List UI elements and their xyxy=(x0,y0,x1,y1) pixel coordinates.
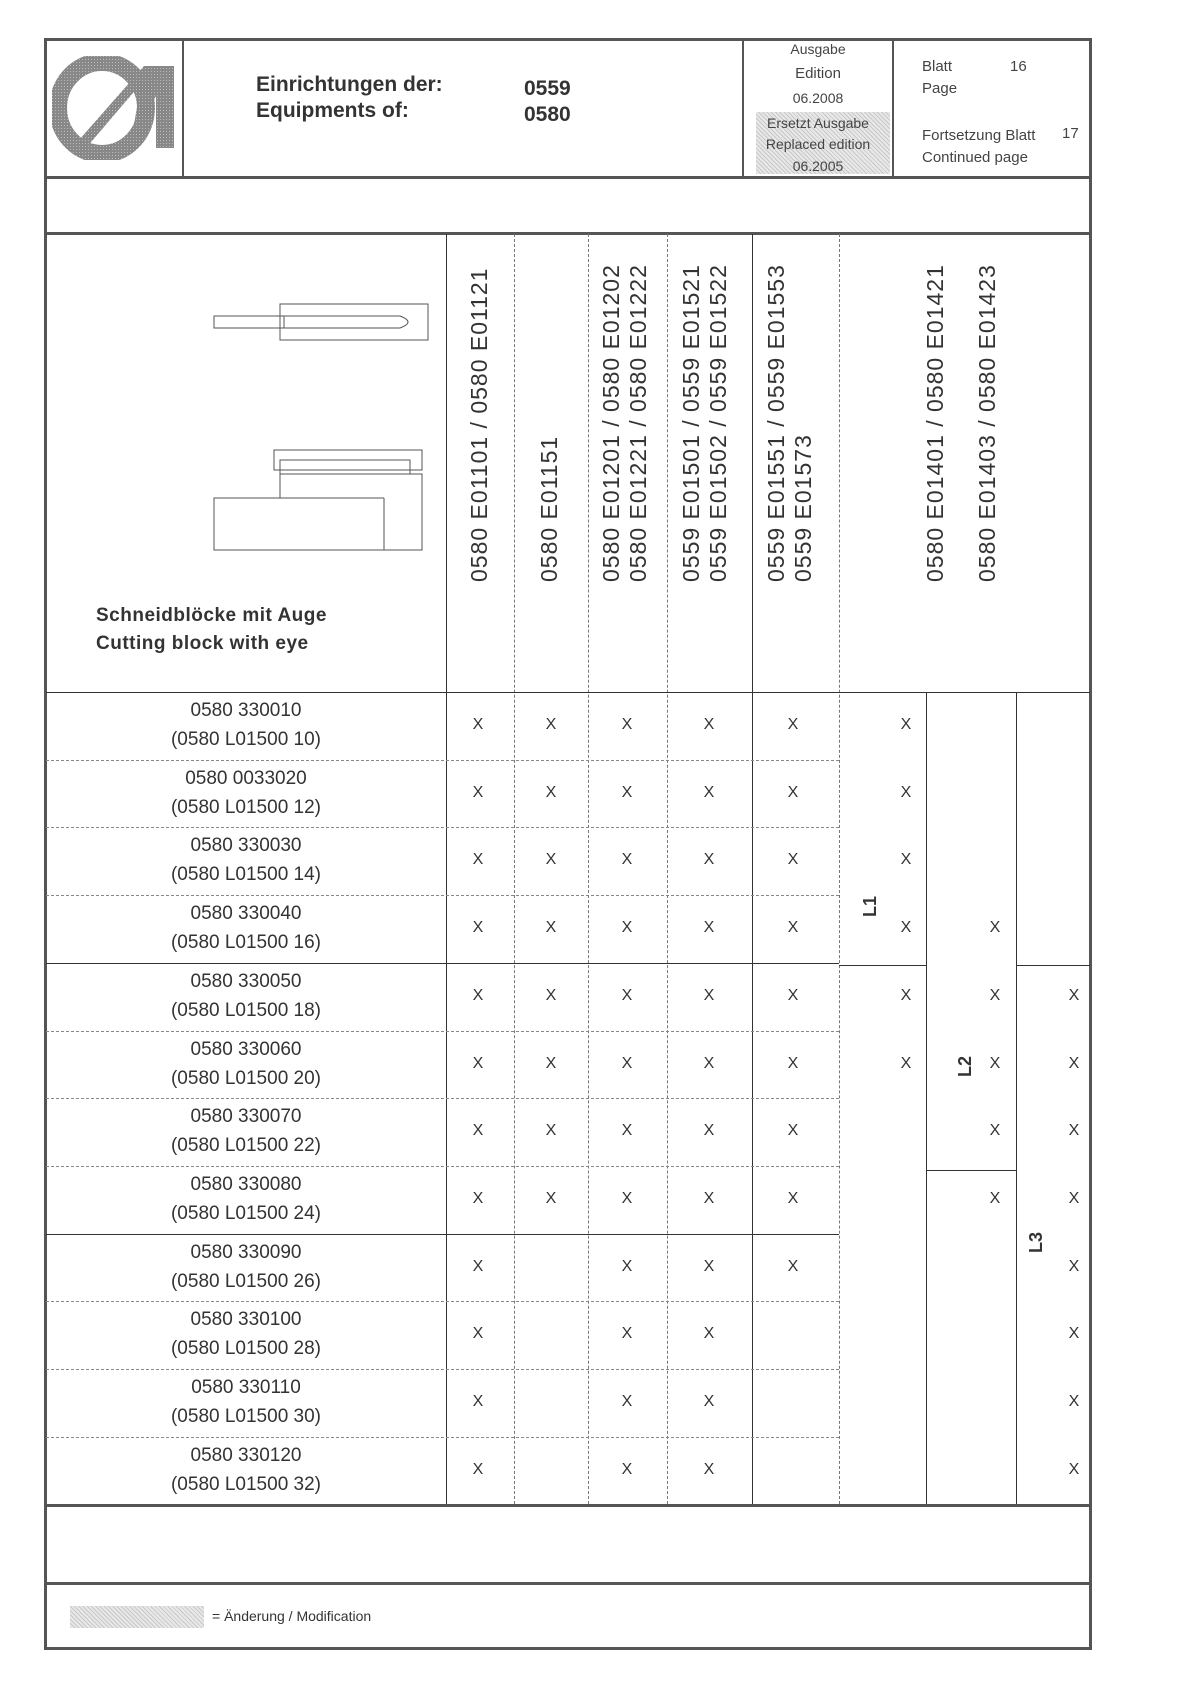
row-3-mark-col-1: X xyxy=(472,851,484,869)
continued-en: Continued page xyxy=(922,149,1028,166)
col-header-1: 0580 E01101 / 0580 E01121 xyxy=(466,267,492,582)
row-3-mark-col-5: X xyxy=(787,851,799,869)
replaced-date: 06.2005 xyxy=(792,158,844,174)
row-10-mark-col-3: X xyxy=(621,1325,633,1343)
group-label-l1: L1 xyxy=(860,895,881,918)
row-6-mark-col-2: X xyxy=(545,1054,557,1072)
row-1-mark-col-3: X xyxy=(621,716,633,733)
row-divider xyxy=(46,1369,839,1370)
col-header-5: 0559 E01551 / 0559 E01553 0559 E01573 xyxy=(763,264,816,582)
row-part-number: 0580 0033020 xyxy=(185,767,307,789)
row-part-number: 0580 330110 xyxy=(191,1377,301,1398)
l2-l3-separator xyxy=(1016,692,1017,1504)
row-part-number: 0580 330030 xyxy=(190,835,302,857)
row-5-mark-col-1: X xyxy=(472,986,484,1004)
row-reference: (0580 L01500 32) xyxy=(170,1473,321,1495)
row-6-mark-col-4: X xyxy=(703,1054,715,1072)
row-8-mark-col-3: X xyxy=(621,1189,633,1207)
title-de: Einrichtungen der: xyxy=(256,73,443,96)
row-part-number: 0580 330010 xyxy=(190,700,302,721)
row-reference: (0580 L01500 26) xyxy=(170,1270,321,1292)
l1-bottom xyxy=(839,965,927,966)
row-6-mark-col-7: X xyxy=(989,1054,1001,1072)
row-reference: (0580 L01500 20) xyxy=(170,1067,321,1089)
col-header-4: 0559 E01501 / 0559 E01521 0559 E01502 / 0559 E01522 xyxy=(678,264,731,582)
replaced-en: Replaced edition xyxy=(765,136,871,152)
row-2-mark-col-4: X xyxy=(703,783,715,801)
sheet-divider xyxy=(892,38,894,178)
row-1-mark-col-6: X xyxy=(900,716,912,733)
edition-de: Ausgabe xyxy=(790,41,846,57)
row-10-mark-col-4: X xyxy=(703,1325,715,1343)
row-part-number: 0580 330050 xyxy=(190,970,302,992)
col-line-2 xyxy=(588,234,589,1504)
row-reference: (0580 L01500 18) xyxy=(170,999,321,1021)
row-11-mark-col-1: X xyxy=(472,1393,484,1410)
row-3-mark-col-3: X xyxy=(621,851,633,869)
row-5-mark-col-3: X xyxy=(621,986,633,1004)
l1-l2-separator xyxy=(926,692,927,1504)
row-7-mark-col-2: X xyxy=(545,1122,557,1140)
row-part-number: 0580 330090 xyxy=(190,1241,302,1263)
row-9-mark-col-8: X xyxy=(1068,1257,1080,1275)
row-3-mark-col-2: X xyxy=(545,851,557,869)
row-reference: (0580 L01500 24) xyxy=(170,1202,321,1224)
row-10-mark-col-8: X xyxy=(1068,1325,1080,1343)
row-divider xyxy=(46,1437,839,1438)
row-reference: (0580 L01500 22) xyxy=(170,1135,321,1157)
row-8-mark-col-1: X xyxy=(472,1189,484,1207)
row-12-mark-col-8: X xyxy=(1068,1460,1080,1478)
logo-divider xyxy=(182,38,184,178)
row-8-mark-col-4: X xyxy=(703,1189,715,1207)
sheet-de: Blatt xyxy=(922,58,953,75)
col-header-3: 0580 E01201 / 0580 E01202 0580 E01221 / 0580 E01222 xyxy=(598,264,651,582)
row-12-mark-col-3: X xyxy=(621,1460,633,1478)
row-8-mark-col-2: X xyxy=(545,1189,557,1207)
table-bottom-divider xyxy=(44,1504,1092,1507)
row-9-mark-col-3: X xyxy=(621,1257,633,1275)
row-6-mark-col-6: X xyxy=(900,1054,912,1072)
edition-date: 06.2008 xyxy=(792,90,844,106)
row-6-mark-col-1: X xyxy=(472,1054,484,1072)
row-12-mark-col-4: X xyxy=(703,1460,715,1478)
title-en: Equipments of: xyxy=(256,99,409,122)
company-logo xyxy=(52,56,178,160)
table-top-divider xyxy=(44,232,1092,235)
row-4-mark-col-1: X xyxy=(472,919,484,937)
group-label-l3: L3 xyxy=(1026,1231,1047,1254)
l3-top xyxy=(1016,965,1090,966)
col-line-0 xyxy=(446,234,447,1504)
row-reference: (0580 L01500 16) xyxy=(170,932,321,954)
row-9-mark-col-1: X xyxy=(472,1257,484,1275)
row-7-mark-col-8: X xyxy=(1068,1122,1080,1140)
row-6-mark-col-8: X xyxy=(1068,1054,1080,1072)
row-divider xyxy=(46,1301,839,1302)
col-header-2: 0580 E01151 xyxy=(536,435,562,582)
row-7-mark-col-3: X xyxy=(621,1122,633,1140)
row-9-mark-col-4: X xyxy=(703,1257,715,1275)
row-7-mark-col-4: X xyxy=(703,1122,715,1140)
l2-bottom xyxy=(926,1170,1016,1171)
row-5-mark-col-6: X xyxy=(900,986,912,1004)
row-reference: (0580 L01500 30) xyxy=(170,1406,321,1427)
row-1-mark-col-5: X xyxy=(787,716,799,733)
row-9-mark-col-5: X xyxy=(787,1257,799,1275)
row-reference: (0580 L01500 10) xyxy=(170,729,321,750)
row-4-mark-col-2: X xyxy=(545,919,557,937)
row-reference: (0580 L01500 14) xyxy=(170,864,321,886)
row-reference: (0580 L01500 28) xyxy=(170,1338,321,1360)
row-6-mark-col-5: X xyxy=(787,1054,799,1072)
row-part-number: 0580 330100 xyxy=(190,1309,302,1331)
col-header-6: 0580 E01401 / 0580 E01421 xyxy=(922,264,948,582)
col-line-3 xyxy=(667,234,668,1504)
legend-text: = Änderung / Modification xyxy=(212,1608,372,1624)
sheet-number: 16 xyxy=(1010,58,1027,75)
row-11-mark-col-3: X xyxy=(621,1393,633,1410)
replaced-de: Ersetzt Ausgabe xyxy=(767,115,869,131)
row-4-mark-col-7: X xyxy=(989,919,1001,937)
header-divider xyxy=(44,176,1092,179)
row-4-mark-col-5: X xyxy=(787,919,799,937)
row-11-mark-col-4: X xyxy=(703,1393,715,1410)
row-divider xyxy=(46,827,839,828)
row-5-mark-col-8: X xyxy=(1068,986,1080,1004)
continued-de: Fortsetzung Blatt xyxy=(922,127,1036,144)
row-1-mark-col-4: X xyxy=(703,716,715,733)
row-5-mark-col-7: X xyxy=(989,986,1001,1004)
row-6-mark-col-3: X xyxy=(621,1054,633,1072)
row-11-mark-col-8: X xyxy=(1068,1393,1080,1410)
row-part-number: 0580 330080 xyxy=(190,1173,302,1195)
row-8-mark-col-5: X xyxy=(787,1189,799,1207)
row-4-mark-col-6: X xyxy=(900,919,912,937)
row-divider xyxy=(46,1166,839,1167)
row-part-number: 0580 330040 xyxy=(190,903,302,925)
row-divider xyxy=(46,963,839,964)
model-0559: 0559 xyxy=(524,77,571,100)
row-5-mark-col-5: X xyxy=(787,986,799,1004)
row-2-mark-col-5: X xyxy=(787,783,799,801)
model-0580: 0580 xyxy=(524,103,571,126)
row-1-mark-col-1: X xyxy=(472,716,484,733)
col-line-1 xyxy=(514,234,515,1504)
row-2-mark-col-3: X xyxy=(621,783,633,801)
row-4-mark-col-3: X xyxy=(621,919,633,937)
row-divider xyxy=(46,1234,839,1235)
description-en: Cutting block with eye xyxy=(96,633,309,654)
row-10-mark-col-1: X xyxy=(472,1325,484,1343)
row-divider xyxy=(46,760,839,761)
row-7-mark-col-5: X xyxy=(787,1122,799,1140)
row-8-mark-col-8: X xyxy=(1068,1189,1080,1207)
continued-number: 17 xyxy=(1062,125,1079,142)
row-divider xyxy=(46,895,839,896)
group-label-l2: L2 xyxy=(955,1055,976,1078)
row-reference: (0580 L01500 12) xyxy=(170,796,321,818)
row-3-mark-col-6: X xyxy=(900,851,912,869)
edition-en: Edition xyxy=(795,65,841,82)
row-4-mark-col-4: X xyxy=(703,919,715,937)
row-2-mark-col-6: X xyxy=(900,783,912,801)
header-row-line xyxy=(46,692,1090,693)
row-part-number: 0580 330060 xyxy=(190,1038,302,1060)
row-7-mark-col-7: X xyxy=(989,1122,1001,1140)
row-3-mark-col-4: X xyxy=(703,851,715,869)
col-line-5 xyxy=(839,234,840,1504)
row-divider xyxy=(46,1031,839,1032)
row-5-mark-col-4: X xyxy=(703,986,715,1004)
row-2-mark-col-2: X xyxy=(545,783,557,801)
col-line-4 xyxy=(752,234,753,1504)
legend-hatch-swatch xyxy=(70,1606,204,1628)
footer-divider xyxy=(44,1582,1092,1585)
row-part-number: 0580 330070 xyxy=(190,1106,302,1128)
row-8-mark-col-7: X xyxy=(989,1189,1001,1207)
row-5-mark-col-2: X xyxy=(545,986,557,1004)
description-de: Schneidblöcke mit Auge xyxy=(96,605,327,626)
cutting-block-drawing xyxy=(210,300,440,560)
sheet-en: Page xyxy=(922,80,958,97)
row-12-mark-col-1: X xyxy=(472,1460,484,1478)
row-7-mark-col-1: X xyxy=(472,1122,484,1140)
row-divider xyxy=(46,1098,839,1099)
row-2-mark-col-1: X xyxy=(472,783,484,801)
row-1-mark-col-2: X xyxy=(545,716,557,733)
col-header-7: 0580 E01403 / 0580 E01423 xyxy=(974,264,1000,582)
row-part-number: 0580 330120 xyxy=(190,1444,302,1466)
